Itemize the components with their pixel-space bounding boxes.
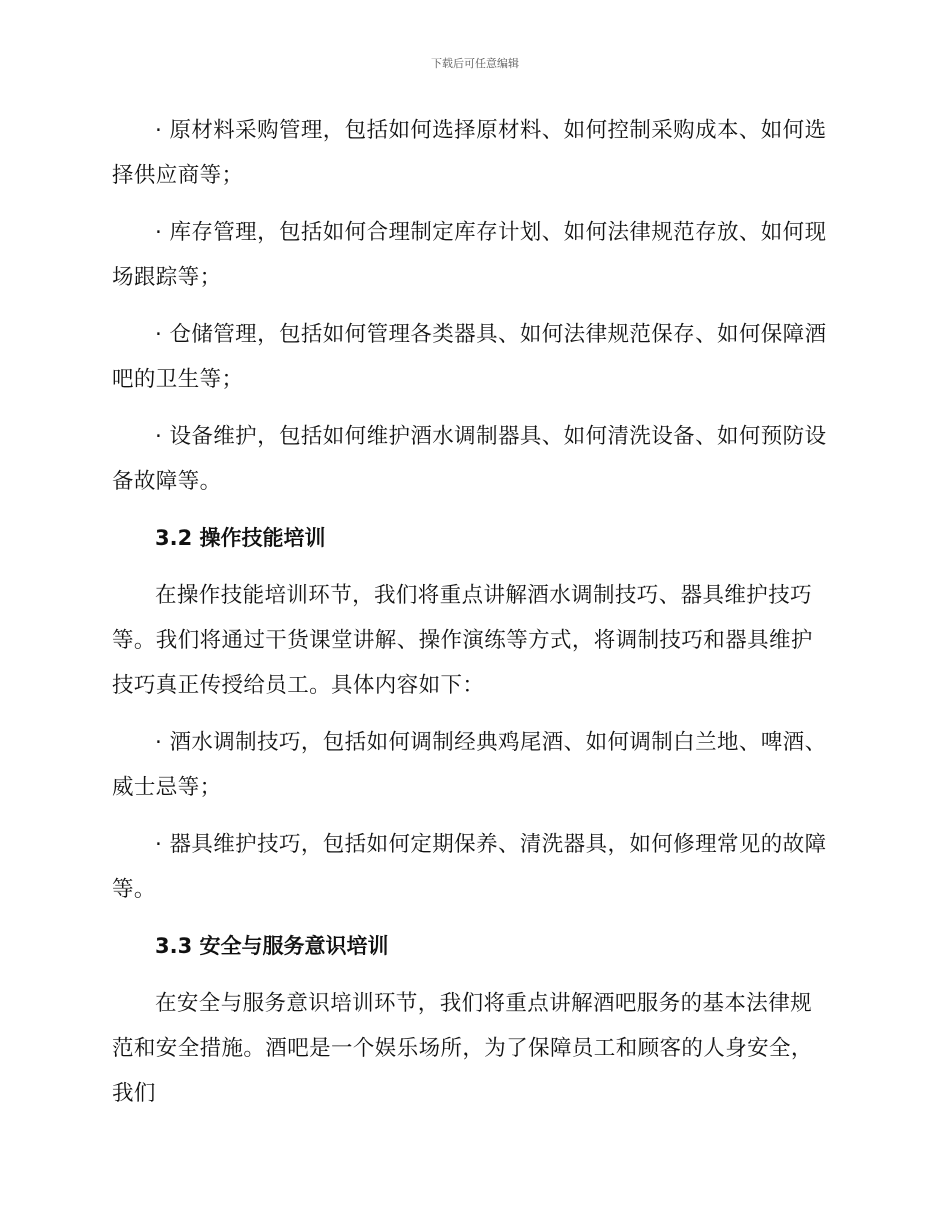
bullet-paragraph-maintenance: · 器具维护技巧，包括如何定期保养、清洗器具，如何修理常见的故障等。	[112, 832, 827, 902]
section-heading-3-2: 3.2 操作技能培训	[155, 526, 326, 550]
bullet-paragraph-storage: · 仓储管理，包括如何管理各类器具、如何法律规范保存、如何保障酒吧的卫生等；	[112, 322, 827, 392]
bullet-paragraph-procurement: · 原材料采购管理，包括如何选择原材料、如何控制采购成本、如何选择供应商等；	[112, 118, 827, 188]
document-body	[112, 108, 832, 1128]
bullet-paragraph-mixing: · 酒水调制技巧，包括如何调制经典鸡尾酒、如何调制白兰地、啤酒、威士忌等；	[112, 730, 827, 800]
paragraph-safety-intro: 在安全与服务意识培训环节，我们将重点讲解酒吧服务的基本法律规范和安全措施。酒吧是一个娱乐场所，为了保障员工和顾客的人身安全，我们	[112, 991, 813, 1106]
bullet-paragraph-inventory: · 库存管理，包括如何合理制定库存计划、如何法律规范存放、如何现场跟踪等；	[112, 220, 827, 290]
section-heading-3-3: 3.3 安全与服务意识培训	[155, 934, 389, 958]
page-header: 下载后可任意编辑	[431, 57, 519, 70]
bullet-paragraph-equipment: · 设备维护，包括如何维护酒水调制器具、如何清洗设备、如何预防设备故障等。	[112, 424, 827, 494]
paragraph-skills-intro: 在操作技能培训环节，我们将重点讲解酒水调制技巧、器具维护技巧等。我们将通过干货课堂讲解、操作演练等方式，将调制技巧和器具维护技巧真正传授给员工。具体内容如下：	[112, 583, 813, 698]
